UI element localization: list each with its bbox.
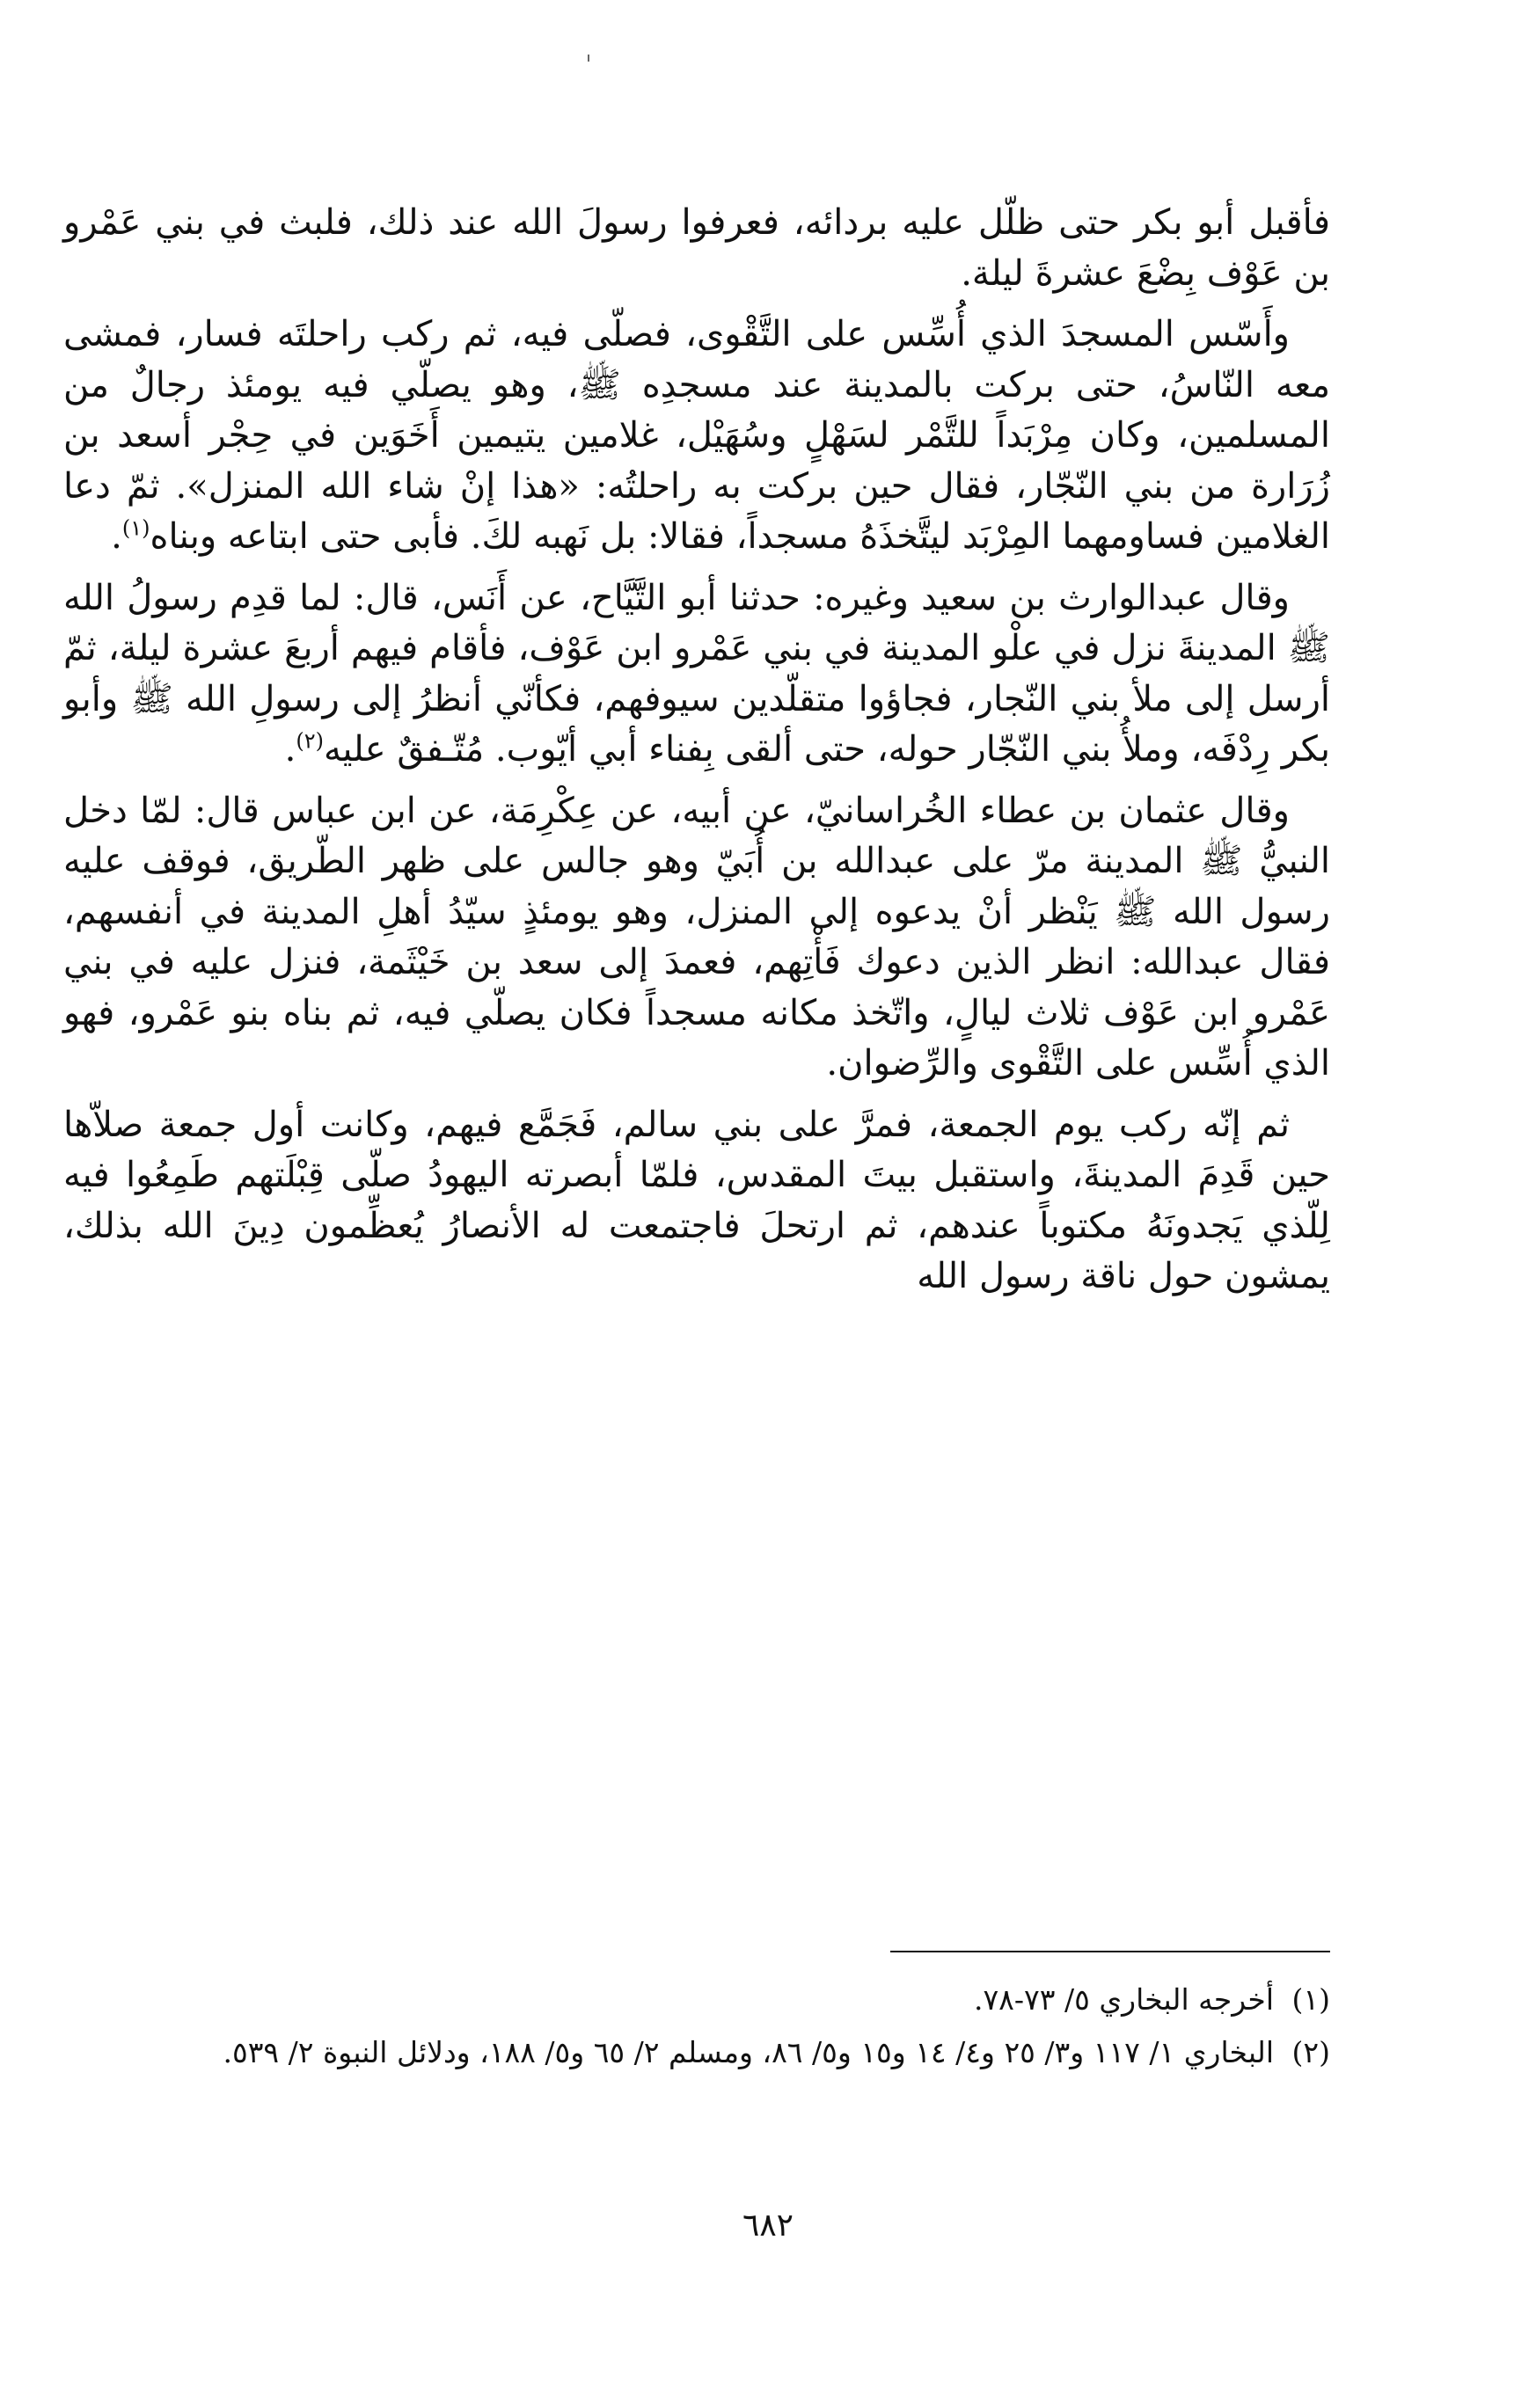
paragraph-3-text: وقال عبدالوارث بن سعيد وغيره: حدثنا أبو التَّيَّاح، عن أَنَس، قال: لما قدِم رسولُ الله ﷺ المدينةَ نزل في علْو المدينة في بني عَمْرو ابن عَوْف، فأقام فيهم أربعَ عشرة ليلة، ثمّ أرسل إلى ملأ بني النّجار، فجاؤوا متقلّدين سيوفهم، فكأنّي أنظرُ إلى رسولِ الله ﷺ وأبو بكر رِدْفَه، وملأُ بني النّجّار حوله، حتى ألقى بِفناء أبي أيّوب. مُتّـفقٌ عليه [63,577,1330,770]
footnote-2-text: البخاري ١/ ١١٧ و٣/ ٢٥ و٤/ ١٤ و١٥ و٥/ ٨٦، ومسلم ٢/ ٦٥ و٥/ ١٨٨، ودلائل النبوة ٢/ ٥٣٩. [223,2035,1274,2069]
paragraph-4 [63,786,1330,1090]
page-number: ٦٨٢ [742,2207,794,2244]
paragraph-2-text: وأَسّس المسجدَ الذي أُسِّس على التَّقْوى، فصلّى فيه، ثم ركب راحلتَه فسار، فمشى معه النّاسُ، حتى بركت بالمدينة عند مسجدِه ﷺ، وهو يصلّي فيه يومئذ رجالٌ من المسلمين، وكان مِرْبَداً للتَّمْر لسَهْلٍ وسُهَيْل، غلامين يتيمين أَخَوَين في حِجْر أسعد بن زُرَارة من بني النّجّار، فقال حين بركت به راحلتُه: «هذا إنْ شاء الله المنزل». ثمّ دعا الغلامين فساومهما المِرْبَد ليتَّخذَهُ مسجداً، فقالا: بل نَهبه لكَ. فأبى حتى ابتاعه وبناه [63,314,1330,557]
paragraph-3-end: . [284,729,296,770]
footnotes [63,1977,1330,2083]
footnote-1-number: (١) [1291,1982,1330,2017]
footnote-2 [63,2030,1330,2076]
paragraph-4-text: وقال عثمان بن عطاء الخُراسانيّ، عن أبيه، عن عِكْرِمَة، عن ابن عباس قال: لمّا دخل النبيُّ ﷺ المدينة مرّ على عبدالله بن أُبَيّ وهو جالس على ظهر الطّريق، فوقف عليه رسول الله ﷺ يَنْظر أنْ يدعوه إلى المنزل، وهو يومئذٍ سيّدُ أهلِ المدينة في أنفسهم، فقال عبدالله: انظر الذين دعوك فَأْتِهم، فعمدَ إلى سعد بن خَيْثَمة، فنزل عليه في بني عَمْرو ابن عَوْف ثلاث ليالٍ، واتّخذ مكانه مسجداً فكان يصلّي فيه، ثم بناه بنو عَمْرو، فهو الذي أُسِّس على التَّقْوى والرِّضوان. [63,790,1331,1084]
footnote-ref-1: (١) [121,515,150,541]
paragraph-1-text: فأقبل أبو بكر حتى ظلّل عليه بردائه، فعرفوا رسولَ الله عند ذلك، فلبث في بني عَمْرو بن عَوْف بِضْعَ عشرةَ ليلة. [63,202,1330,294]
scan-speck [588,55,589,62]
paragraph-1 [63,198,1330,299]
main-text [63,198,1330,1313]
footnote-2-number: (٢) [1291,2035,1330,2069]
paragraph-5-text: ثم إنّه ركب يوم الجمعة، فمرَّ على بني سالم، فَجَمَّع فيهم، وكانت أول جمعة صلاّها حين قَدِمَ المدينةَ، واستقبل بيتَ المقدس، فلمّا أبصرته اليهودُ صلّى قِبْلَتهم طَمِعُوا فيه لِلّذي يَجدونَهُ مكتوباً عندهم، ثم ارتحلَ فاجتمعت له الأنصارُ يُعظِّمون دِينَ الله بذلك، يمشون حول ناقة رسول الله [63,1104,1330,1296]
footnote-1-text: أخرجه البخاري ٥/ ٧٣-٧٨. [973,1982,1274,2017]
paragraph-5 [63,1100,1330,1303]
footnote-ref-2: (٢) [296,728,324,754]
paragraph-2 [63,310,1330,563]
paragraph-3 [63,573,1330,776]
paragraph-2-end: . [111,516,122,557]
footnote-separator [890,1951,1330,1952]
footnote-1 [63,1977,1330,2023]
